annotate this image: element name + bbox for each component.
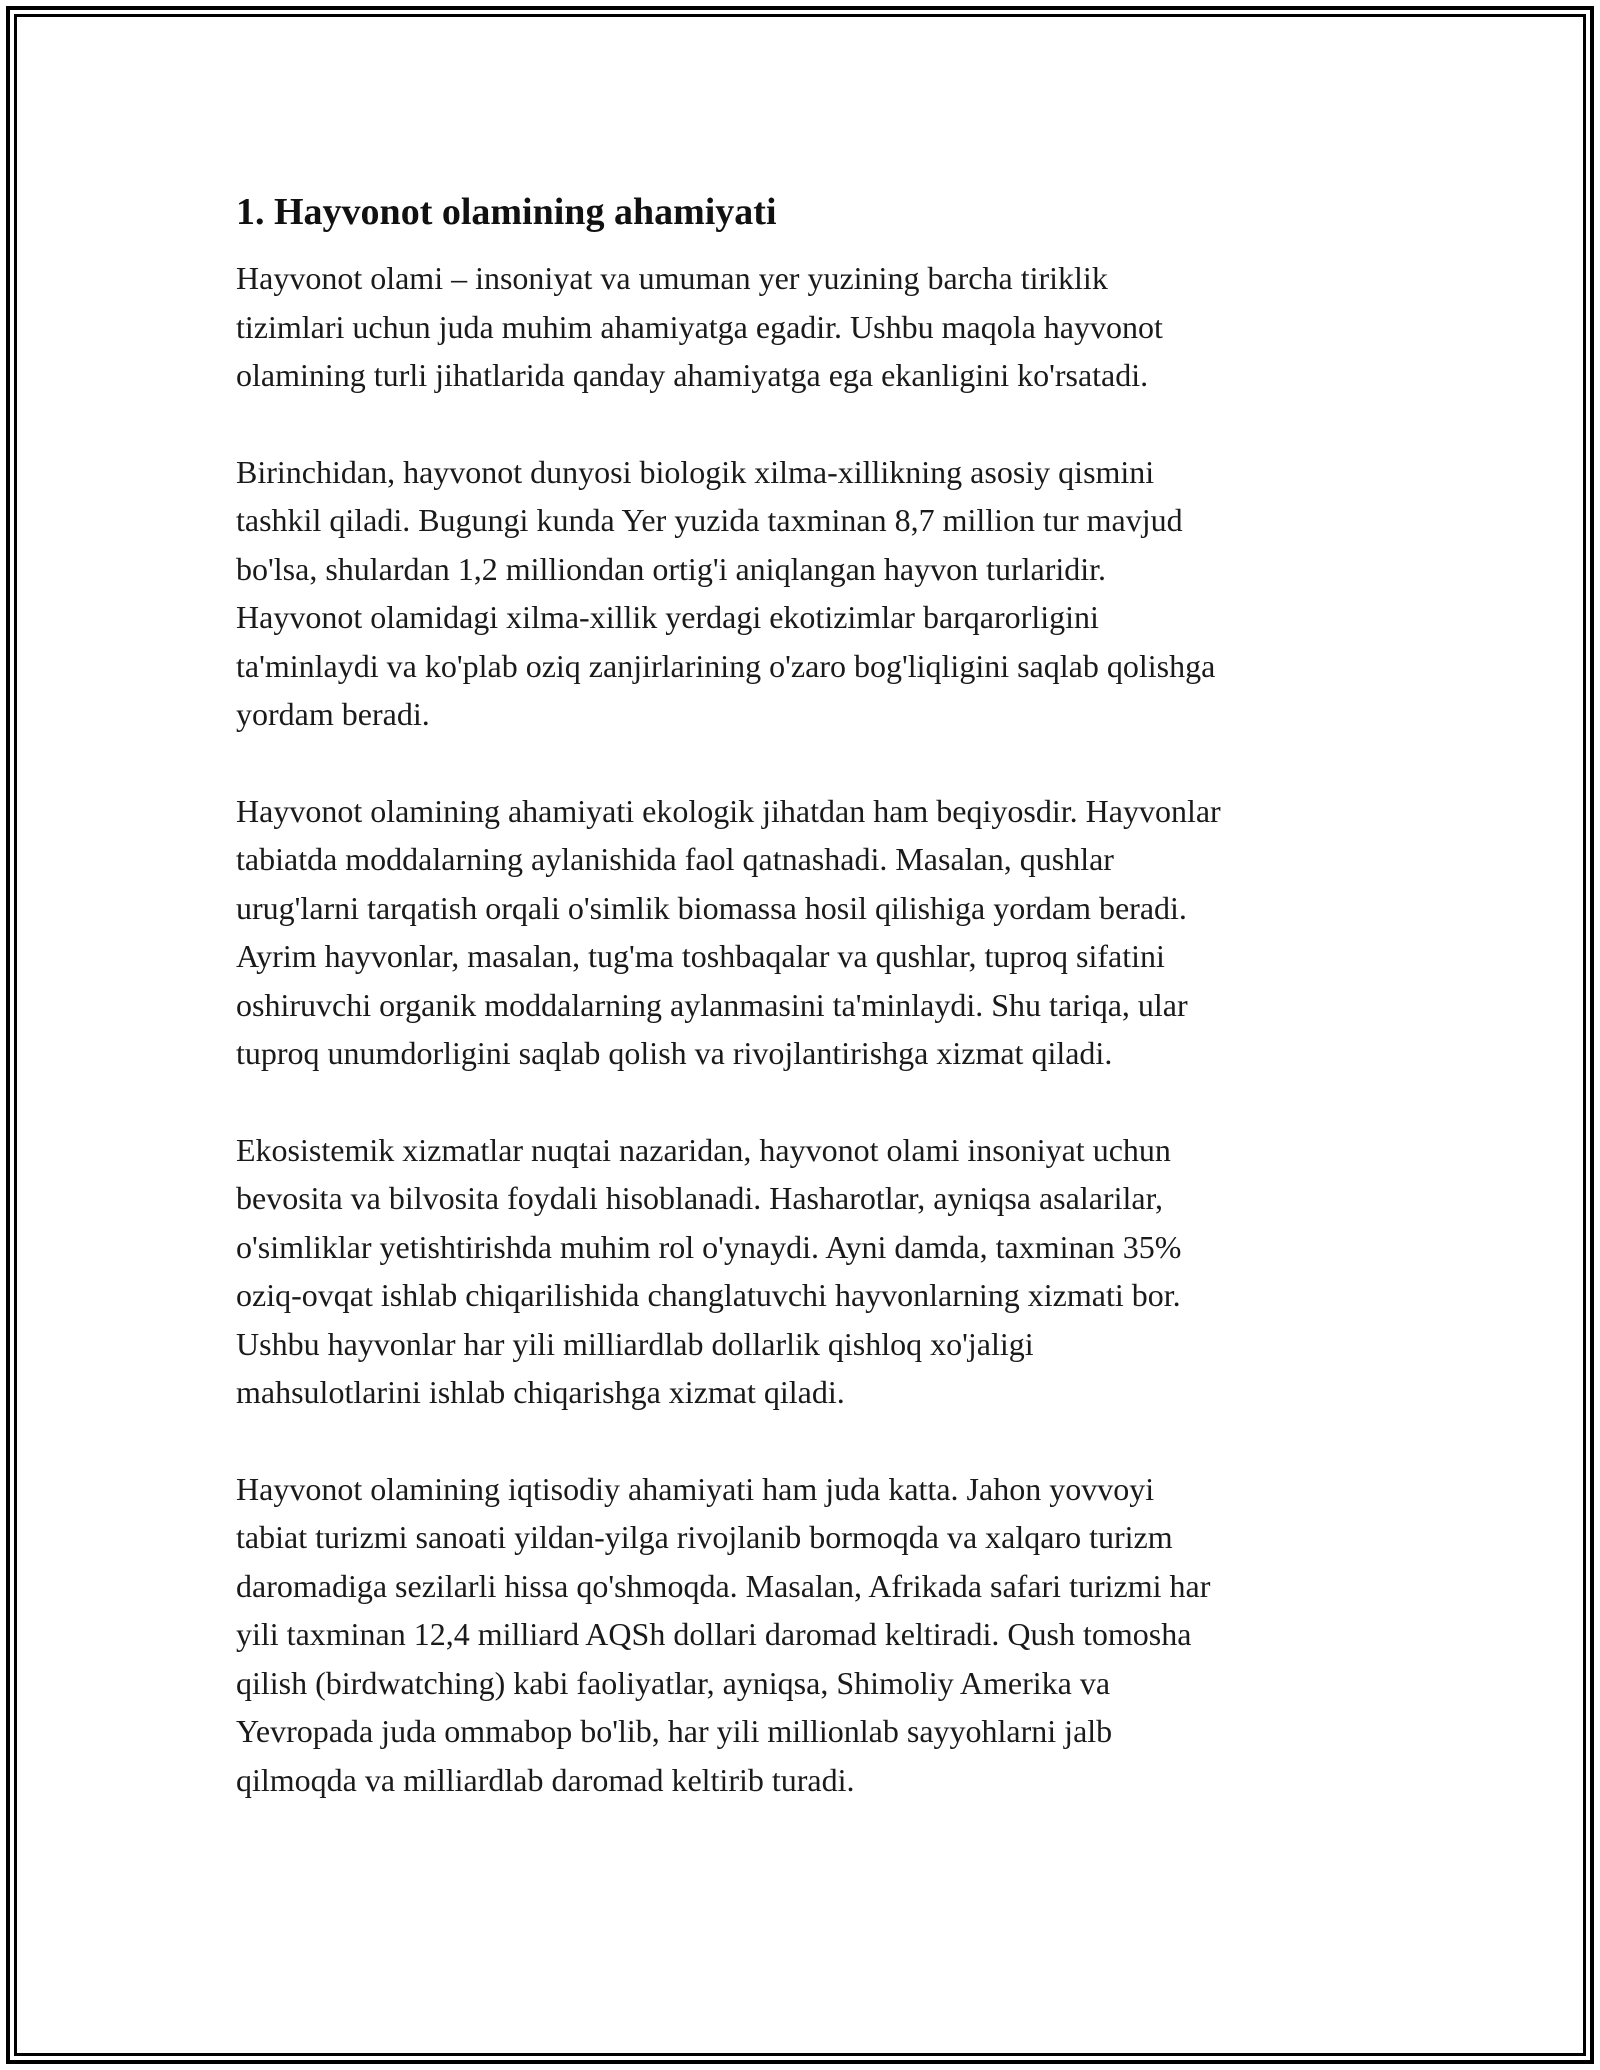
text-line: bo'lsa, shulardan 1,2 milliondan ortig'i aniqlangan hayvon turlaridir. — [236, 550, 1107, 587]
text-line: Hayvonot olami – insoniyat va umuman yer yuzining barcha tiriklik — [236, 260, 1108, 296]
text-line: Birinchidan, hayvonot dunyosi biologik xilma-xillikning asosiy qismini — [236, 453, 1155, 490]
text-line: qilmoqda va milliardlab daromad keltirib turadi. — [236, 1761, 855, 1798]
text-line: ta'minlaydi va ko'plab oziq zanjirlarining o'zaro bog'liqligini saqlab qolishga — [236, 647, 1216, 684]
document-title: 1. Hayvonot olamining ahamiyati — [236, 191, 777, 233]
text-line: yili taxminan 12,4 milliard AQSh dollari daromad keltiradi. Qush tomosha — [236, 1616, 1192, 1652]
paragraph-ecology — [236, 787, 1376, 1078]
text-line: mahsulotlarini ishlab chiqarishga xizmat qiladi. — [236, 1374, 845, 1410]
text-line: Ushbu hayvonlar har yili milliardlab dollarlik qishloq xo'jaligi — [236, 1325, 1034, 1362]
text-line: tabiatda moddalarning aylanishida faol qatnashadi. Masalan, qushlar — [236, 841, 1114, 877]
text-line: olamining turli jihatlarida qanday ahamiyatga ega ekanligini ko'rsatadi. — [236, 357, 1149, 393]
text-line: Ayrim hayvonlar, masalan, tug'ma toshbaqalar va qushlar, tuproq sifatini — [236, 938, 1165, 974]
text-line: daromadiga sezilarli hissa qo'shmoqda. Masalan, Afrikada safari turizmi har — [236, 1567, 1211, 1604]
text-line: oshiruvchi organik moddalarning aylanmasini ta'minlaydi. Shu tariqa, ular — [236, 986, 1188, 1023]
text-line: oziq-ovqat ishlab chiqarilishida changlatuvchi hayvonlarning xizmati bor. — [236, 1277, 1181, 1313]
paragraph-biodiversity — [236, 448, 1376, 739]
text-line: Ekosistemik xizmatlar nuqtai nazaridan, hayvonot olami insoniyat uchun — [236, 1131, 1171, 1168]
text-line: bevosita va bilvosita foydali hisoblanadi. Hasharotlar, ayniqsa asalarilar, — [236, 1180, 1163, 1216]
paragraph-ecosystem-services — [236, 1126, 1376, 1417]
text-line: urug'larni tarqatish orqali o'simlik biomassa hosil qilishiga yordam beradi. — [236, 889, 1187, 926]
text-line: tabiat turizmi sanoati yildan-yilga rivojlanib bormoqda va xalqaro turizm — [236, 1519, 1173, 1555]
text-line: tizimlari uchun juda muhim ahamiyatga egadir. Ushbu maqola hayvonot — [236, 308, 1163, 345]
text-line: qilish (birdwatching) kabi faoliyatlar, ayniqsa, Shimoliy Amerika va — [236, 1664, 1111, 1701]
document-body — [236, 186, 1376, 1852]
text-line: Hayvonot olamining iqtisodiy ahamiyati ham juda katta. Jahon yovvoyi — [236, 1470, 1155, 1507]
paragraph-introduction — [236, 254, 1376, 400]
text-line: yordam beradi. — [236, 696, 430, 732]
text-line: tashkil qiladi. Bugungi kunda Yer yuzida taxminan 8,7 million tur mavjud — [236, 502, 1183, 538]
text-line: Hayvonot olamidagi xilma-xillik yerdagi ekotizimlar barqarorligini — [236, 599, 1099, 635]
paragraph-economy — [236, 1465, 1376, 1805]
text-line: tuproq unumdorligini saqlab qolish va rivojlantirishga xizmat qiladi. — [236, 1035, 1113, 1071]
text-line: o'simliklar yetishtirishda muhim rol o'ynaydi. Ayni damda, taxminan 35% — [236, 1228, 1182, 1265]
text-line: Yevropada juda ommabop bo'lib, har yili millionlab sayyohlarni jalb — [236, 1713, 1113, 1749]
text-line: Hayvonot olamining ahamiyati ekologik jihatdan ham beqiyosdir. Hayvonlar — [236, 792, 1221, 829]
